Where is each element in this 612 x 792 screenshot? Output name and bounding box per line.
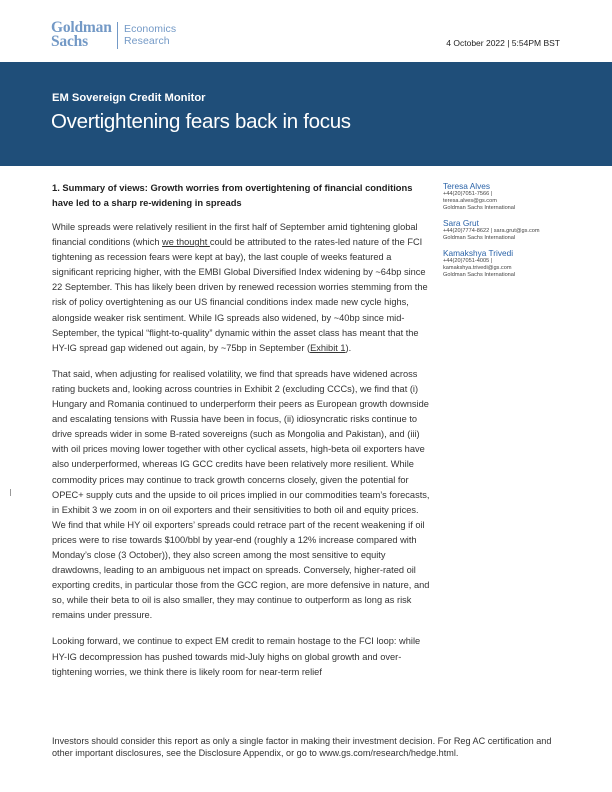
margin-mark [10,489,11,496]
author-email[interactable]: kamakshya.trivedi@gs.com [443,265,512,271]
logo-line-1: Goldman [51,19,112,36]
paragraph-3: Looking forward, we continue to expect EM credit to remain hostage to the FCI loop: while HY-IG decompression has pushed towards mid-July highs on global growth and over-tightening worries, we think there is likely room for near-term relief [52,636,421,677]
author-org: Goldman Sachs International [443,272,516,278]
main-content [52,181,434,691]
division-line-2: Research [124,35,170,47]
disclosure-footer: Investors should consider this report as only a single factor in making their investment decision. For Reg AC certification and other important disclosures, see the Disclosure Appendix, or go to www.gs.com/research/hedge.html. [52,736,552,759]
section-heading: 1. Summary of views: Growth worries from overtightening of financial conditions have led to a sharp re-widening in spreads [52,182,413,208]
paragraph-1 [52,220,434,356]
author-list [443,181,568,285]
author-org: Goldman Sachs International [443,235,516,241]
author-email[interactable]: teresa.alves@gs.com [443,198,497,204]
paragraph-1-text-c: ). [345,342,352,353]
author-name[interactable]: Teresa Alves [443,181,491,191]
author-phone: +44(20)7774-8622 | sara.grut@gs.com [443,228,540,234]
author-card [443,218,568,242]
publish-date: 4 October 2022 | 5:54PM BST [446,38,560,48]
author-phone: +44(20)7051-4005 | [443,258,493,264]
author-card [443,248,568,279]
paragraph-1-text-b: could be attributed to the rates-led nature of the FCI tightening as recession fears were kept at bay), the last couple of weeks featured a significant repricing higher, with the EMBI Global Diversified Index widening by ~64bp since 22 September. This has likely been driven by renewed recession worries stemming from the risk of policy overtightening as our US financial conditions index made new cycle highs, alongside weaker risk sentiment. While IG spreads also widened, by ~40bp since mid-September, the typical “flight-to-quality” dynamic within the asset class has meant that the HY-IG spread gap widened out again, by ~75bp in September ( [52,237,428,353]
exhibit-1-link[interactable]: Exhibit 1 [310,342,346,353]
report-title: Overtightening fears back in focus [51,110,351,133]
division-line-1: Economics [124,23,177,35]
author-org: Goldman Sachs International [443,205,516,211]
we-thought-link[interactable]: we thought [162,237,210,248]
logo-divider [117,22,118,49]
series-name: EM Sovereign Credit Monitor [52,92,206,104]
author-phone: +44(20)7051-7566 | [443,191,493,197]
author-card [443,181,568,212]
paragraph-2: That said, when adjusting for realised volatility, we find that spreads have widened across rating buckets and, looking across countries in Exhibit 2 (excluding CCCs), we find that (i) Hungary and Romania continued to underperform their peers as European growth downside and escalating tensions with Russia have been in focus, (ii) idiosyncratic risks continue to drive spreads wider in some B-rated sovereigns (such as Mongolia and Pakistan), and (iii) with oil prices moving lower together with other cyclical assets, high-beta oil exporters have also underperformed, whereas IG GCC credits have been relatively more resilient. While commodity prices may continue to track growth concerns closely, given the potential for OPEC+ supply cuts and the upside to oil prices implied in our commodities team’s forecasts, in Exhibit 3 we zoom in on oil exporters and their sensitivities to both oil and equity prices. We find that while HY oil exporters’ spreads could retrace part of the recent weakening if oil prices were to rise towards $100/bbl by year-end (roughly a 12% increase compared with Monday’s close (3 October)), they also screen among the most sensitive to equity drawdowns, leading to an ambiguous net impact on spreads. Conversely, higher-rated oil exporting credits, in particular those from the GCC region, are more defensive in nature, and so, while their beta to oil is also smaller, they may continue to outperform as long as risk remains under pressure. [52,368,430,621]
author-name[interactable]: Sara Grut [443,218,479,228]
page-header [0,0,612,62]
division-name [124,23,176,47]
paragraph-1-text-a: While spreads were relatively resilient in the first half of September amid tightening global financial conditions (which [52,222,418,248]
goldman-sachs-logo [51,21,121,49]
logo-line-2: Sachs [51,33,88,50]
author-name[interactable]: Kamakshya Trivedi [443,248,514,258]
